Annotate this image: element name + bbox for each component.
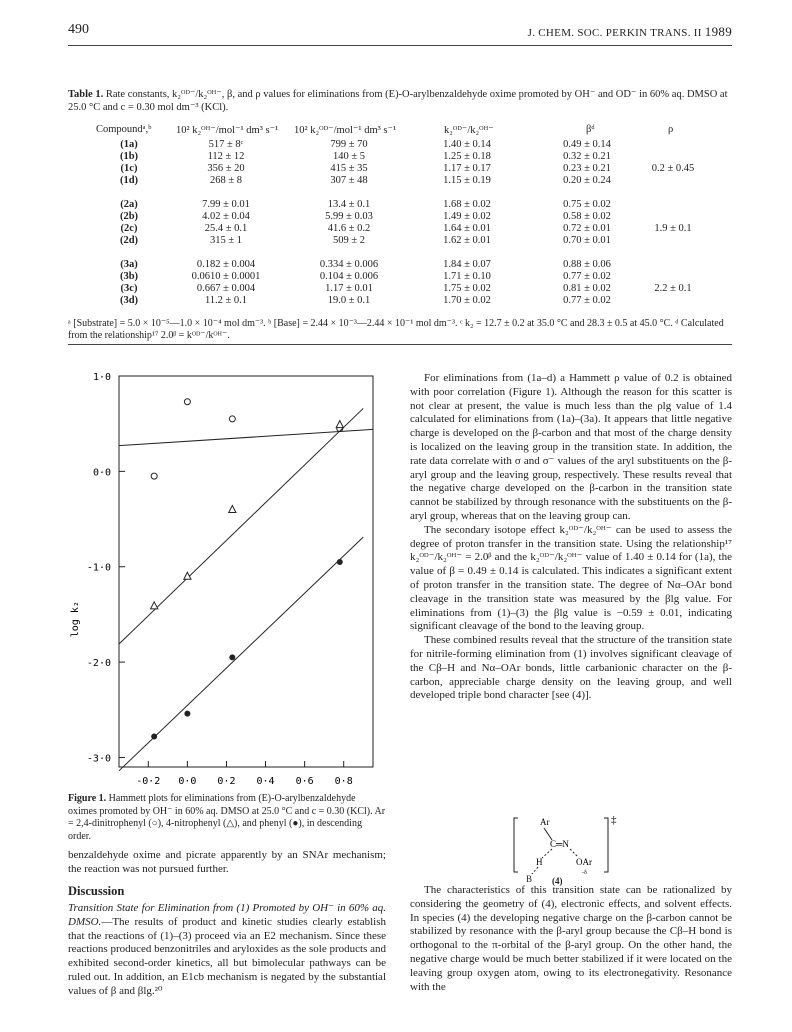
table-cell: 1.17 ± 0.17 bbox=[443, 163, 491, 174]
cn-label: C═N bbox=[550, 839, 569, 849]
data-point-filled-circle bbox=[184, 711, 190, 717]
table-cell: 356 ± 20 bbox=[207, 163, 245, 174]
figure-caption-text: Hammett plots for eliminations from (E)-O-arylbenzaldehyde oximes promoted by OH⁻ in 60% aq. DMSO at 25.0 °C and c = 0.30 (KCl). Ar = 2,4-dinitrophenyl (○), 4-nitrophenyl (△), and phenyl (●), in descending order. bbox=[68, 793, 386, 842]
table-caption-text: Rate constants, k₂ᴼᴰ⁻/k₂ᴼᴴ⁻, β, and ρ values for eliminations from (E)-O-arylbenzaldehyde oxime promoted by OH⁻ and OD⁻ in 60% aq. DMSO at 25.0 °C and c = 0.30 mol dm⁻³ (KCl). bbox=[68, 89, 728, 113]
hammett-chart bbox=[66, 366, 384, 786]
table-cell: (3d) bbox=[119, 295, 139, 306]
aryl-label: Ar bbox=[540, 817, 550, 827]
table-caption-label: Table 1. bbox=[68, 89, 104, 100]
table-row bbox=[68, 271, 732, 283]
discussion-paragraph bbox=[68, 902, 386, 999]
table-cell: 41.6 ± 0.2 bbox=[327, 223, 371, 234]
table-row bbox=[68, 151, 732, 163]
table-cell: 0.32 ± 0.21 bbox=[563, 151, 611, 162]
table-caption bbox=[68, 88, 732, 114]
table-cell: 0.72 ± 0.01 bbox=[563, 223, 611, 234]
table-cell: 307 ± 48 bbox=[330, 175, 368, 186]
right-column-text bbox=[410, 372, 732, 703]
data-point-open-circle bbox=[151, 473, 157, 479]
table-cell: 509 ± 2 bbox=[332, 235, 365, 246]
table-cell: 315 ± 1 bbox=[209, 235, 242, 246]
ddagger-symbol: ‡ bbox=[611, 814, 617, 826]
table-cell: 0.0610 ± 0.0001 bbox=[191, 271, 261, 282]
plot-frame bbox=[119, 376, 373, 767]
table-cell: 0.58 ± 0.02 bbox=[563, 211, 611, 222]
table-cell: 19.0 ± 0.1 bbox=[327, 295, 371, 306]
download-watermark bbox=[0, 150, 14, 870]
right-paragraph: The secondary isotope effect k₂ᴼᴰ⁻/k₂ᴼᴴ⁻ can be used to assess the degree of proton transfer in the transition state. Using the relationship¹⁷ k₂ᴼᴰ⁻/k₂ᴼᴴ⁻ = 2.0ᵝ and the k₂ᴼᴰ⁻/k₂ᴼᴴ⁻ value of 1.40 ± 0.14 for (1a), the value of β = 0.49 ± 0.14 is calculated. This indicates a significant extent of proton transfer in the transition state. The degree of Nα–OAr bond cleavage in the transition state was measured by the βlg value. For eliminations from (1)–(3) the βlg value is −0.59 ± 0.01, indicating significant cleavage of the bond to the leaving group. bbox=[410, 523, 732, 633]
journal-header bbox=[528, 24, 732, 40]
col-header-koh: 10² k₂ᴼᴴ⁻/mol⁻¹ dm³ s⁻¹ bbox=[176, 125, 279, 136]
y-axis-label: log k₂ bbox=[70, 601, 81, 638]
table-cell: 4.02 ± 0.04 bbox=[202, 211, 250, 222]
rho-value: 1.9 ± 0.1 bbox=[654, 223, 692, 234]
table-cell: 1.84 ± 0.07 bbox=[443, 259, 491, 270]
table-cell: 268 ± 8 bbox=[209, 175, 242, 186]
table-cell: 5.99 ± 0.03 bbox=[325, 211, 373, 222]
col-header-beta: βᵈ bbox=[586, 124, 595, 135]
oar-label: OAr bbox=[576, 857, 592, 867]
table-cell: (1d) bbox=[119, 175, 139, 186]
col-header-ratio: k₂ᴼᴰ⁻/k₂ᴼᴴ⁻ bbox=[444, 125, 494, 136]
data-point-open-triangle bbox=[229, 506, 236, 513]
rho-value: 0.2 ± 0.45 bbox=[651, 163, 695, 174]
y-tick-label: -3·0 bbox=[86, 753, 111, 765]
table-cell: 799 ± 70 bbox=[330, 139, 368, 150]
table-cell: (2d) bbox=[119, 235, 139, 246]
table-cell: 0.77 ± 0.02 bbox=[563, 271, 611, 282]
table-cell: 1.15 ± 0.19 bbox=[443, 175, 491, 186]
table-cell: (3b) bbox=[119, 271, 139, 282]
table-bottom-rule bbox=[68, 344, 732, 345]
left-paragraph: benzaldehyde oxime and picrate apparently by an SNAr mechanism; the reaction was not pursued further. bbox=[68, 849, 386, 875]
table-cell: 0.49 ± 0.14 bbox=[563, 139, 611, 150]
right-paragraph: For eliminations from (1a–d) a Hammett ρ value of 0.2 is obtained with poor correlation (Figure 1). Although the reason for this scatter is not clear at present, the value is much less than the ρlg value of 1.4 calculated for eliminations from (1a)–(3a). It appears that little negative charge is developed on the β-carbon and that most of the charge density is localized on the leaving group in the transition state. In addition, the rate data correlate with σ and σ⁻ values of the aryl substituents on the β-aryl group and the leaving group, respectively. These results reveal that the negative charge developed on the β-carbon in the transition state cannot be stabilized by through resonance with the substituents on the β-aryl group, whereas that on the leaving group can. bbox=[410, 372, 732, 522]
table-cell: (2b) bbox=[119, 211, 139, 222]
y-tick-label: -2·0 bbox=[86, 658, 111, 670]
journal-name: J. CHEM. SOC. PERKIN TRANS. II bbox=[527, 27, 702, 39]
table-row bbox=[68, 235, 732, 247]
table-cell: 1.70 ± 0.02 bbox=[443, 295, 491, 306]
table-row bbox=[68, 139, 732, 151]
x-tick-label: 0·6 bbox=[295, 776, 314, 786]
figure-caption bbox=[68, 793, 386, 843]
discussion-heading: Discussion bbox=[68, 884, 125, 898]
table-footnote: ᵃ [Substrate] = 5.0 × 10⁻⁵—1.0 × 10⁻⁴ mol dm⁻³. ᵇ [Base] = 2.44 × 10⁻³—2.44 × 10⁻¹ mol dm⁻³. ᶜ k₂ = 12.7 ± 0.2 at 35.0 °C and 28.3 ± 0.5 at 45.0 °C. ᵈ Calculated from the relationship¹⁷ 2.0ᵝ = kᴼᴰ⁻/kᴼᴴ⁻. bbox=[68, 318, 724, 341]
discussion-subheading: Transition State for Elimination from (1) Promoted by OH⁻ in 60% aq. DMSO. bbox=[68, 902, 386, 928]
table-cell: 517 ± 8ᶜ bbox=[208, 139, 244, 150]
data-point-filled-circle bbox=[229, 654, 235, 660]
rho-value: 2.2 ± 0.1 bbox=[654, 283, 692, 294]
col-header-compound: Compoundᵃ,ᵇ bbox=[96, 124, 152, 135]
table-cell: 0.88 ± 0.06 bbox=[563, 259, 611, 270]
table-cell: (1b) bbox=[119, 151, 139, 162]
table-cell: 0.70 ± 0.01 bbox=[563, 235, 611, 246]
transition-state-structure bbox=[512, 814, 622, 876]
structure-number: (4) bbox=[552, 876, 563, 886]
delta-label: -δ bbox=[582, 870, 587, 876]
table-cell: 0.334 ± 0.006 bbox=[319, 259, 379, 270]
data-point-filled-circle bbox=[337, 559, 343, 565]
x-tick-label: 0·4 bbox=[256, 776, 275, 786]
table-cell: (3a) bbox=[120, 259, 138, 270]
table-cell: 1.25 ± 0.18 bbox=[443, 151, 491, 162]
table-cell: 0.81 ± 0.02 bbox=[563, 283, 611, 294]
table-cell: 415 ± 35 bbox=[330, 163, 368, 174]
table-cell: 7.99 ± 0.01 bbox=[202, 199, 250, 210]
fit-line bbox=[119, 429, 373, 445]
x-tick-label: 0·0 bbox=[178, 776, 197, 786]
table-cell: 0.77 ± 0.02 bbox=[563, 295, 611, 306]
table-row bbox=[68, 175, 732, 187]
data-point-open-triangle bbox=[151, 602, 158, 609]
table-cell: (3c) bbox=[120, 283, 138, 294]
table-cell: 1.68 ± 0.02 bbox=[443, 199, 491, 210]
table-cell: 112 ± 12 bbox=[207, 151, 245, 162]
y-tick-label: 0·0 bbox=[92, 467, 111, 479]
table-cell: 25.4 ± 0.1 bbox=[204, 223, 248, 234]
table-cell: 0.75 ± 0.02 bbox=[563, 199, 611, 210]
table-row bbox=[68, 295, 732, 307]
discussion-text: —The results of product and kinetic studies clearly establish that the reactions of (1)–(3) proceed via an E2 mechanism. Since these reactions produced benzonitriles and aryloxides as the sole products and exhibited second-order kinetics, all but bimolecular pathways can be ruled out. In addition, an E1cb mechanism is negated by the substantial values of β and βlg.²⁰ bbox=[68, 915, 386, 997]
table-cell: 0.182 ± 0.004 bbox=[196, 259, 256, 270]
data-point-open-triangle bbox=[336, 421, 343, 428]
journal-year: 1989 bbox=[704, 24, 732, 39]
x-tick-label: 0·2 bbox=[217, 776, 236, 786]
data-point-open-circle bbox=[229, 416, 235, 422]
header-rule bbox=[68, 45, 732, 46]
x-tick-label: -0·2 bbox=[136, 776, 161, 786]
figure-caption-label: Figure 1. bbox=[68, 793, 107, 804]
y-tick-label: 1·0 bbox=[92, 372, 111, 383]
table-cell: 1.49 ± 0.02 bbox=[443, 211, 491, 222]
table-row bbox=[68, 259, 732, 271]
table-cell: 0.667 ± 0.004 bbox=[196, 283, 256, 294]
table-row bbox=[68, 211, 732, 223]
table-cell: 1.64 ± 0.01 bbox=[443, 223, 491, 234]
table-cell: (1a) bbox=[120, 139, 138, 150]
table-cell: (2c) bbox=[120, 223, 138, 234]
table-cell: 13.4 ± 0.1 bbox=[327, 199, 371, 210]
table-cell: 1.40 ± 0.14 bbox=[443, 139, 491, 150]
hydrogen-label: H bbox=[536, 857, 543, 867]
x-tick-label: 0·8 bbox=[334, 776, 353, 786]
data-point-open-circle bbox=[184, 399, 190, 405]
table-cell: 1.75 ± 0.02 bbox=[443, 283, 491, 294]
base-label: B bbox=[526, 874, 533, 884]
data-point-filled-circle bbox=[151, 733, 157, 739]
table-cell: 0.23 ± 0.21 bbox=[563, 163, 611, 174]
right-paragraph: These combined results reveal that the structure of the transition state for nitrile-forming elimination from (1) involves significant cleavage of the Cβ–H and Nα–OAr bonds, little carbanionic character on the β-carbon, appreciable charge density on the leaving group, and well developed triple bond character [see (4)]. bbox=[410, 634, 732, 702]
table-cell: 1.62 ± 0.01 bbox=[443, 235, 491, 246]
table-row bbox=[68, 199, 732, 211]
table-cell: 11.2 ± 0.1 bbox=[204, 295, 248, 306]
y-tick-label: -1·0 bbox=[86, 562, 111, 574]
page-number: 490 bbox=[68, 22, 89, 37]
col-header-kod: 10² k₂ᴼᴰ⁻/mol⁻¹ dm³ s⁻¹ bbox=[294, 125, 397, 136]
table-cell: (1c) bbox=[120, 163, 138, 174]
table-cell: 1.71 ± 0.10 bbox=[443, 271, 491, 282]
table-cell: 1.17 ± 0.01 bbox=[325, 283, 373, 294]
table-cell: 140 ± 5 bbox=[332, 151, 365, 162]
table-cell: 0.104 ± 0.006 bbox=[319, 271, 379, 282]
table-cell: 0.20 ± 0.24 bbox=[563, 175, 611, 186]
right-bottom-paragraph: The characteristics of this transition state can be rationalized by considering the geometry of (4), electronic effects, and solvent effects. In species (4) the developing negative charge on the β-carbon cannot be stabilized by resonance with the β-aryl group because the Cβ–H bond is orthogonal to the π-orbital of the β-aryl group. On the other hand, the negative charge would be much better stabilized if it were located on the leaving group oxygen atom, owing to its electronegativity. Resonance with the bbox=[410, 884, 732, 993]
col-header-rho: ρ bbox=[668, 124, 674, 135]
table-cell: (2a) bbox=[120, 199, 138, 210]
